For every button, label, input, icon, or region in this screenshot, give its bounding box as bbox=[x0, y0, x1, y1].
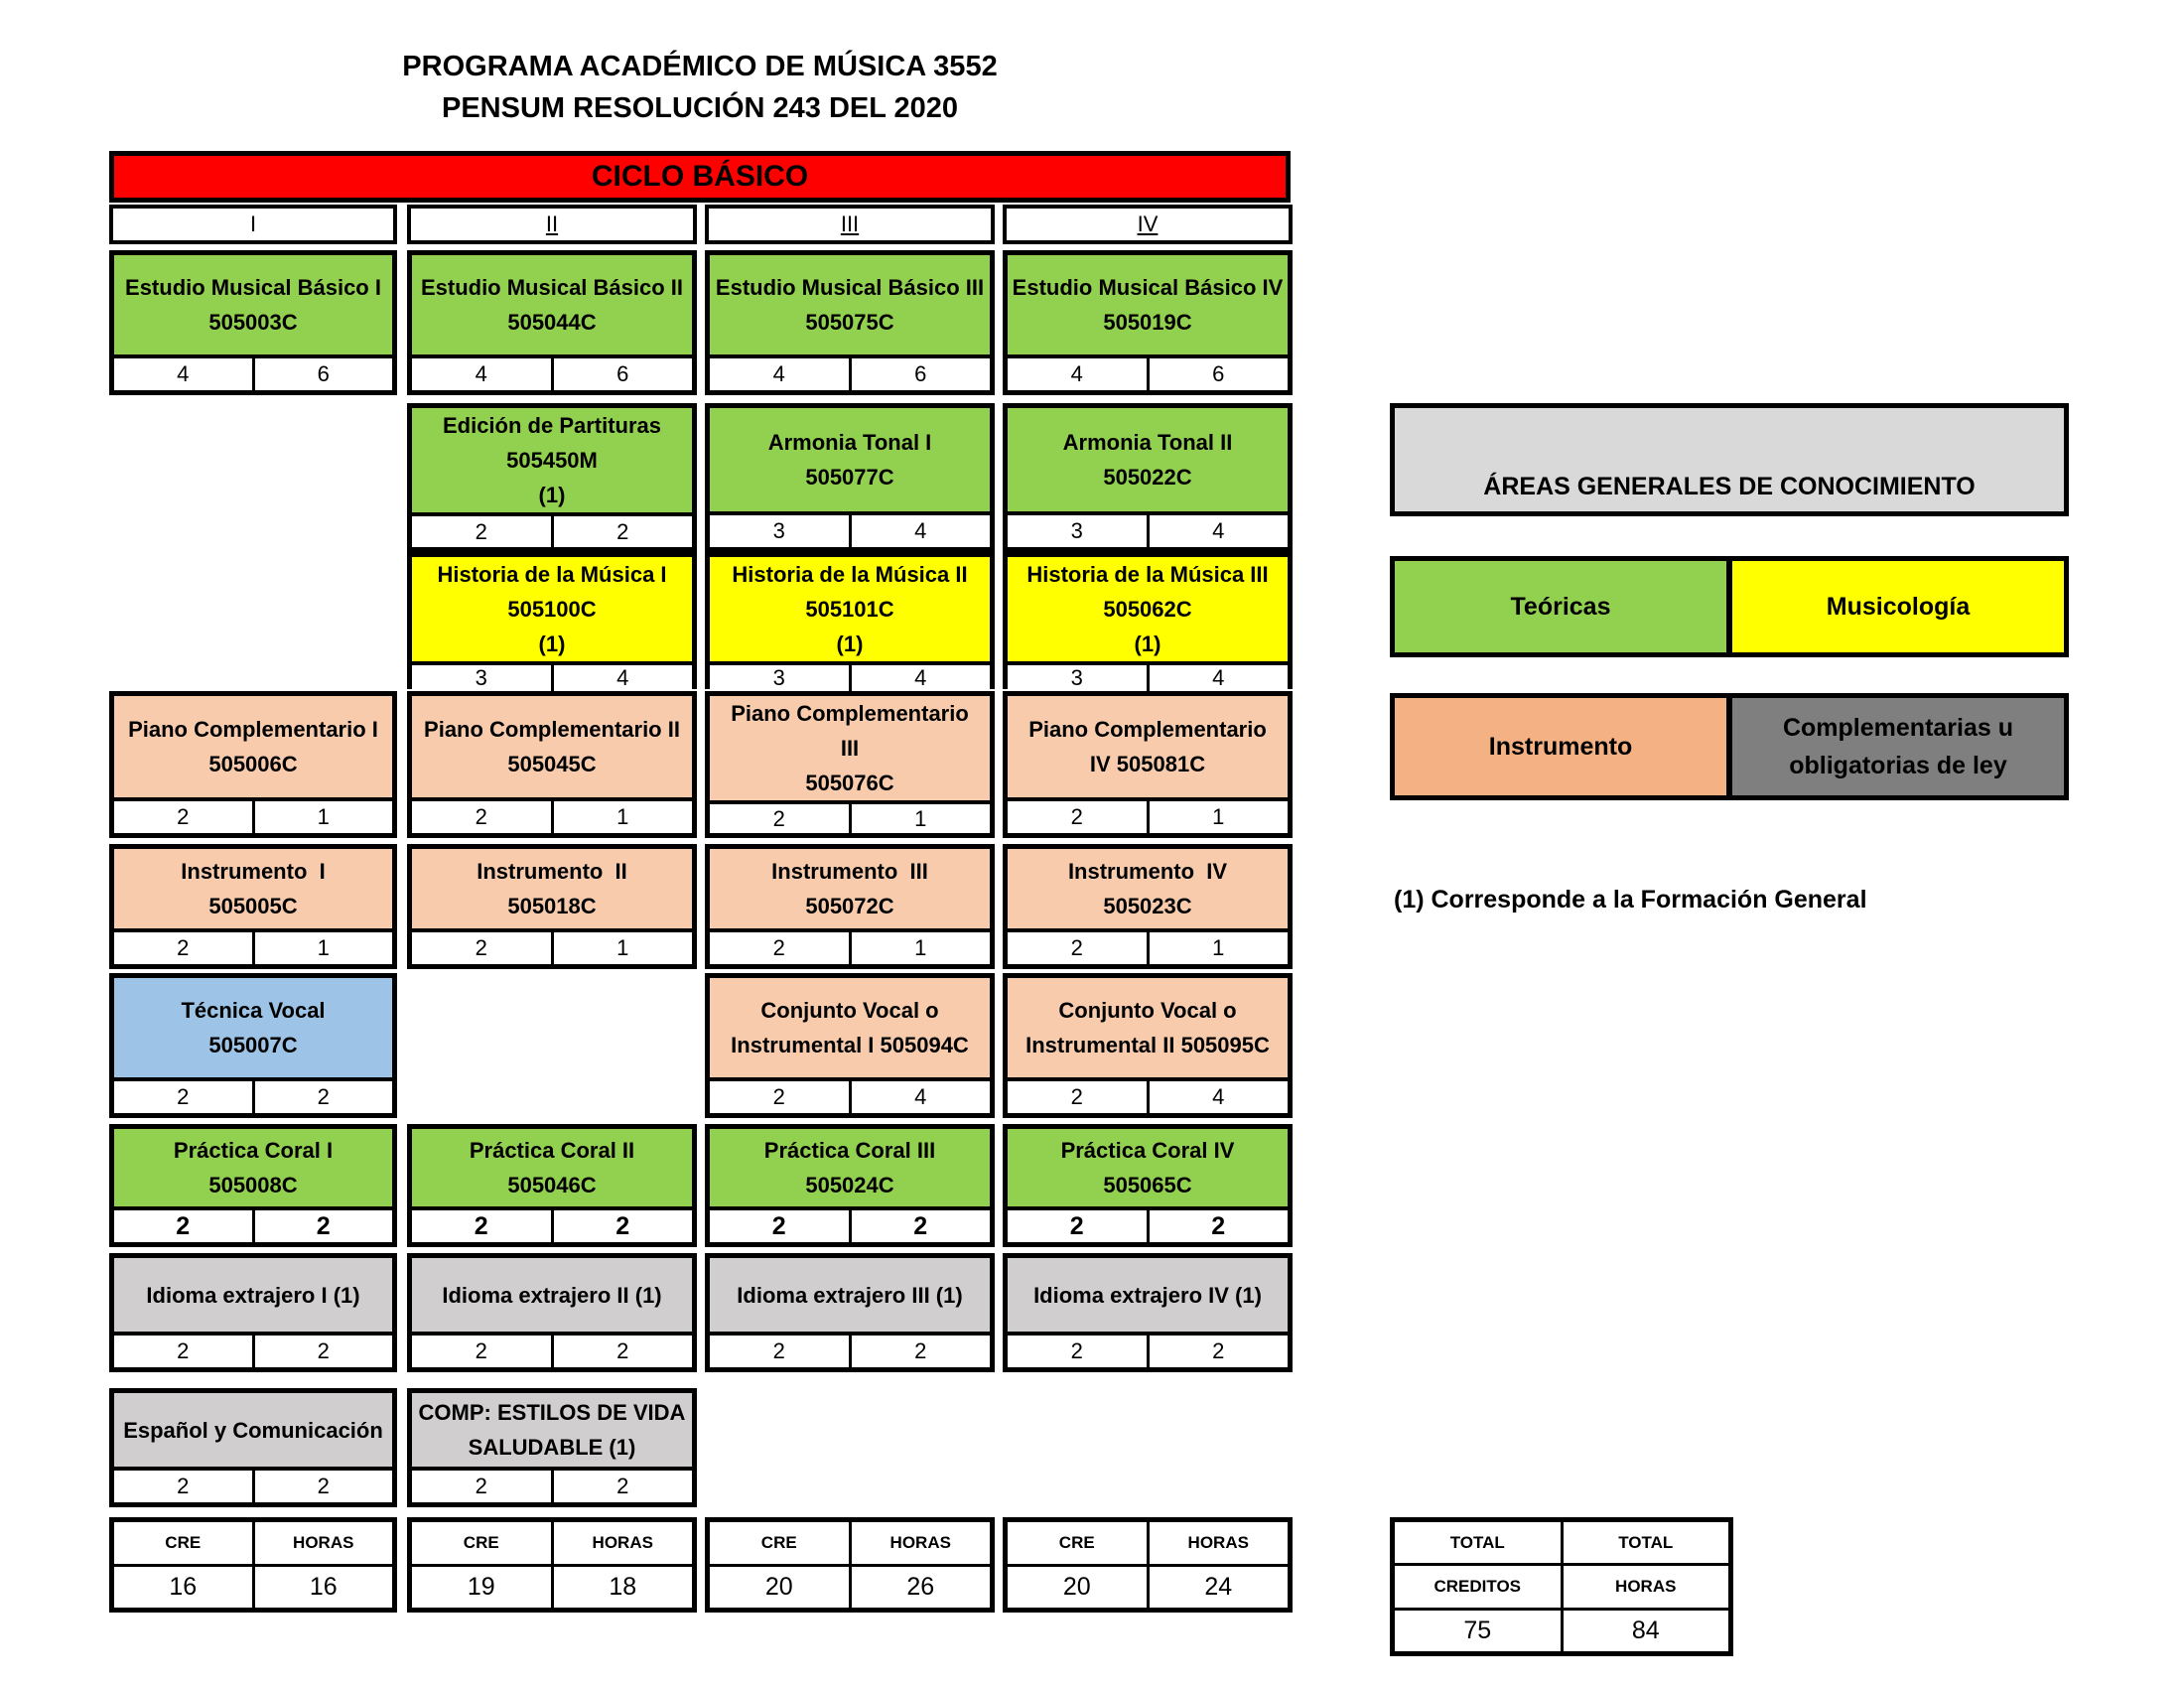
course-name: Estudio Musical Básico II bbox=[420, 275, 684, 300]
legend-musicologia: Musicología bbox=[1727, 556, 2069, 657]
course-in4[interactable] bbox=[1003, 844, 1293, 969]
hours: 1 bbox=[252, 801, 393, 833]
grand-totals bbox=[1390, 1517, 1733, 1656]
hours-value: 18 bbox=[551, 1567, 693, 1609]
course-name: Estudio Musical Básico III bbox=[715, 275, 985, 300]
credits: 4 bbox=[1070, 361, 1083, 386]
course-code: 505022C bbox=[1103, 465, 1192, 490]
credits: 2 bbox=[177, 804, 190, 829]
page-title bbox=[109, 46, 1291, 129]
hours: 2 bbox=[1147, 1210, 1289, 1242]
hours: 1 bbox=[551, 801, 693, 833]
credits: 2 bbox=[176, 1211, 191, 1240]
course-edp[interactable] bbox=[407, 403, 697, 552]
legend-instrumento: Instrumento bbox=[1390, 693, 1731, 800]
course-code: 505072C bbox=[805, 894, 894, 918]
cre-label: CRE bbox=[760, 1532, 797, 1552]
course-name: Español y Comunicación bbox=[123, 1417, 383, 1443]
credits: 3 bbox=[1070, 665, 1083, 690]
credits: 2 bbox=[177, 1338, 190, 1363]
hours: 2 bbox=[551, 1471, 693, 1502]
legend-complementarias-line2: obligatorias de ley bbox=[1789, 752, 2007, 779]
total-creditos-value: 75 bbox=[1463, 1616, 1492, 1644]
course-code: 505046C bbox=[507, 1173, 597, 1197]
hours: 2 bbox=[252, 1081, 393, 1113]
course-name: Idioma extrajero I (1) bbox=[146, 1282, 360, 1308]
credits: 2 bbox=[475, 1338, 487, 1363]
total-label: TOTAL bbox=[1561, 1522, 1729, 1563]
course-emb1[interactable] bbox=[109, 250, 397, 395]
course-code: 505007C bbox=[208, 1033, 298, 1057]
course-emb3[interactable] bbox=[705, 250, 995, 395]
hours: 2 bbox=[551, 1336, 693, 1367]
course-name: Idioma extrajero III (1) bbox=[737, 1282, 963, 1308]
hours: 2 bbox=[252, 1210, 393, 1242]
hours: 1 bbox=[1147, 932, 1289, 964]
credits: 4 bbox=[772, 361, 785, 386]
course-code: 505005C bbox=[208, 894, 298, 918]
course-name-2: Instrumental II 505095C bbox=[1025, 1033, 1270, 1057]
cre-label: CRE bbox=[1058, 1532, 1095, 1552]
course-pr4[interactable] bbox=[1003, 1124, 1293, 1247]
summary-s3 bbox=[705, 1517, 995, 1613]
course-emb2[interactable] bbox=[407, 250, 697, 395]
course-name: Idioma extrajero II (1) bbox=[442, 1282, 662, 1308]
course-esp[interactable] bbox=[109, 1388, 397, 1507]
hours: 1 bbox=[849, 932, 991, 964]
course-code: 505003C bbox=[208, 310, 298, 335]
hours: 2 bbox=[252, 1471, 393, 1502]
hours: 6 bbox=[1147, 358, 1289, 390]
course-emb4[interactable] bbox=[1003, 250, 1293, 395]
legend-title: ÁREAS GENERALES DE CONOCIMIENTO bbox=[1390, 403, 2069, 516]
course-name: Piano Complementario II bbox=[424, 717, 680, 742]
credits: 4 bbox=[475, 361, 487, 386]
course-name-2: Instrumental I 505094C bbox=[731, 1033, 969, 1057]
legend-note: (1) Corresponde a la Formación General bbox=[1394, 886, 1867, 914]
hours: 2 bbox=[551, 1210, 693, 1242]
semester-header-1: I bbox=[109, 205, 397, 244]
course-code: 505045C bbox=[507, 752, 597, 776]
course-in2[interactable] bbox=[407, 844, 697, 969]
course-evs[interactable] bbox=[407, 1388, 697, 1507]
course-name: Práctica Coral I bbox=[173, 1138, 334, 1163]
hours: 2 bbox=[849, 1336, 991, 1367]
credits: 3 bbox=[475, 665, 487, 690]
cycle-banner: CICLO BÁSICO bbox=[109, 151, 1291, 203]
course-at1[interactable] bbox=[705, 403, 995, 552]
course-name: Historia de la Música II bbox=[732, 562, 968, 587]
course-tv[interactable] bbox=[109, 973, 397, 1118]
credits: 2 bbox=[772, 805, 785, 831]
credits: 2 bbox=[772, 1084, 785, 1109]
course-note: (1) bbox=[836, 632, 864, 656]
course-name: Estudio Musical Básico IV bbox=[1012, 275, 1284, 300]
course-pr3[interactable] bbox=[705, 1124, 995, 1247]
course-code: 505077C bbox=[805, 465, 894, 490]
cre-value: 19 bbox=[467, 1572, 495, 1601]
course-code: 505008C bbox=[208, 1173, 298, 1197]
course-pr2[interactable] bbox=[407, 1124, 697, 1247]
course-name: Conjunto Vocal o bbox=[1058, 998, 1237, 1023]
credits: 2 bbox=[1070, 804, 1083, 829]
summary-s1 bbox=[109, 1517, 397, 1613]
credits: 3 bbox=[1070, 518, 1083, 543]
credits: 2 bbox=[1069, 1211, 1084, 1240]
course-name-2: SALUDABLE (1) bbox=[468, 1435, 636, 1460]
course-ie4[interactable] bbox=[1003, 1253, 1293, 1372]
course-code: 505065C bbox=[1103, 1173, 1192, 1197]
semester-header-4: IV bbox=[1003, 205, 1293, 244]
cre-label: CRE bbox=[463, 1532, 499, 1552]
hours-value: 16 bbox=[252, 1567, 393, 1609]
credits: 2 bbox=[474, 1211, 488, 1240]
total-horas-value: 84 bbox=[1561, 1611, 1729, 1651]
course-name: Historia de la Música III bbox=[1026, 562, 1269, 587]
course-code: 505450M bbox=[506, 448, 598, 473]
semester-header-3: III bbox=[705, 205, 995, 244]
hours: 4 bbox=[1147, 1081, 1289, 1113]
hours-label: HORAS bbox=[1147, 1522, 1289, 1564]
course-hm3[interactable] bbox=[1003, 552, 1293, 689]
hours: 2 bbox=[1147, 1336, 1289, 1367]
course-name: COMP: ESTILOS DE VIDA bbox=[418, 1400, 686, 1425]
credits: 3 bbox=[772, 665, 785, 690]
course-name: Armonia Tonal I bbox=[767, 430, 932, 455]
course-name: Práctica Coral II bbox=[469, 1138, 635, 1163]
hours: 4 bbox=[849, 1081, 991, 1113]
course-code: 505100C bbox=[507, 597, 597, 622]
total-label: TOTAL bbox=[1449, 1532, 1505, 1552]
hours: 4 bbox=[849, 515, 991, 547]
course-hm1[interactable] bbox=[407, 552, 697, 689]
legend-complementarias bbox=[1727, 693, 2069, 800]
course-name: Piano Complementario bbox=[1028, 717, 1267, 742]
course-ie3[interactable] bbox=[705, 1253, 995, 1372]
course-name: Armonia Tonal II bbox=[1062, 430, 1233, 455]
course-pr1[interactable] bbox=[109, 1124, 397, 1247]
course-code: 505018C bbox=[507, 894, 597, 918]
course-code: 505019C bbox=[1103, 310, 1192, 335]
cre-value: 16 bbox=[169, 1572, 198, 1601]
hours: 6 bbox=[551, 358, 693, 390]
hours: 6 bbox=[849, 358, 991, 390]
total-creditos-label: CREDITOS bbox=[1433, 1576, 1522, 1596]
course-pc1[interactable] bbox=[109, 691, 397, 838]
hours-value: 24 bbox=[1147, 1567, 1289, 1609]
course-name: Idioma extrajero IV (1) bbox=[1033, 1282, 1262, 1308]
credits: 2 bbox=[177, 1084, 190, 1109]
course-in3[interactable] bbox=[705, 844, 995, 969]
hours: 1 bbox=[849, 804, 991, 833]
total-horas-label: HORAS bbox=[1561, 1566, 1729, 1607]
cre-label: CRE bbox=[165, 1532, 202, 1552]
credits: 3 bbox=[772, 518, 785, 543]
cre-value: 20 bbox=[1062, 1572, 1091, 1601]
credits: 2 bbox=[1070, 1084, 1083, 1109]
title-line-1: PROGRAMA ACADÉMICO DE MÚSICA 3552 bbox=[402, 51, 998, 82]
credits: 2 bbox=[1070, 1338, 1083, 1363]
course-code: 505006C bbox=[208, 752, 298, 776]
course-pc4[interactable] bbox=[1003, 691, 1293, 838]
hours-label: HORAS bbox=[551, 1522, 693, 1564]
credits: 2 bbox=[772, 935, 785, 960]
course-code: 505076C bbox=[805, 771, 894, 795]
credits: 2 bbox=[475, 935, 487, 960]
course-at2[interactable] bbox=[1003, 403, 1293, 552]
semester-header-2: II bbox=[407, 205, 697, 244]
hours: 1 bbox=[252, 932, 393, 964]
course-name: Instrumento IV bbox=[1067, 859, 1228, 884]
course-name-2: III bbox=[840, 736, 860, 761]
credits: 2 bbox=[177, 935, 190, 960]
course-code: 505101C bbox=[805, 597, 894, 622]
course-code: 505075C bbox=[805, 310, 894, 335]
credits: 4 bbox=[177, 361, 190, 386]
credits: 2 bbox=[475, 804, 487, 829]
course-name: Piano Complementario bbox=[731, 701, 969, 726]
course-name: Práctica Coral IV bbox=[1060, 1138, 1235, 1163]
course-name: Piano Complementario I bbox=[128, 717, 378, 742]
cre-value: 20 bbox=[764, 1572, 793, 1601]
summary-s2 bbox=[407, 1517, 697, 1613]
hours: 4 bbox=[849, 665, 991, 691]
course-code: 505024C bbox=[805, 1173, 894, 1197]
course-code: 505023C bbox=[1103, 894, 1192, 918]
course-code: 505044C bbox=[507, 310, 597, 335]
course-note: (1) bbox=[1134, 632, 1161, 656]
hours: 2 bbox=[849, 1210, 991, 1242]
course-name: Edición de Partituras bbox=[442, 413, 662, 438]
course-ie1[interactable] bbox=[109, 1253, 397, 1372]
legend-teoricas: Teóricas bbox=[1390, 556, 1731, 657]
course-pc3[interactable] bbox=[705, 691, 995, 838]
course-name: Instrumento II bbox=[477, 859, 627, 884]
course-note: (1) bbox=[538, 483, 566, 507]
course-name: Práctica Coral III bbox=[763, 1138, 936, 1163]
course-code: 505062C bbox=[1103, 597, 1192, 622]
legend-complementarias-line1: Complementarias u bbox=[1782, 714, 2013, 742]
course-hm2[interactable] bbox=[705, 552, 995, 689]
course-name: Historia de la Música I bbox=[437, 562, 667, 587]
course-cv2[interactable] bbox=[1003, 973, 1293, 1118]
course-name: Técnica Vocal bbox=[181, 998, 326, 1023]
credits: 2 bbox=[475, 1474, 487, 1498]
hours-value: 26 bbox=[849, 1567, 991, 1609]
course-ie2[interactable] bbox=[407, 1253, 697, 1372]
hours-label: HORAS bbox=[849, 1522, 991, 1564]
hours: 4 bbox=[1147, 515, 1289, 547]
hours-label: HORAS bbox=[252, 1522, 393, 1564]
credits: 2 bbox=[1070, 935, 1083, 960]
course-name: Instrumento III bbox=[771, 859, 928, 884]
title-line-2: PENSUM RESOLUCIÓN 243 DEL 2020 bbox=[441, 92, 959, 124]
hours: 2 bbox=[551, 516, 693, 547]
hours: 2 bbox=[252, 1336, 393, 1367]
hours: 4 bbox=[1147, 665, 1289, 691]
course-in1[interactable] bbox=[109, 844, 397, 969]
credits: 2 bbox=[475, 518, 487, 544]
course-note: (1) bbox=[538, 632, 566, 656]
course-name: Estudio Musical Básico I bbox=[125, 275, 381, 300]
credits: 2 bbox=[772, 1338, 785, 1363]
course-name: Instrumento I bbox=[181, 859, 326, 884]
course-cv1[interactable] bbox=[705, 973, 995, 1118]
hours: 1 bbox=[1147, 801, 1289, 833]
credits: 2 bbox=[771, 1211, 786, 1240]
hours: 1 bbox=[551, 932, 693, 964]
course-name: Conjunto Vocal o bbox=[760, 998, 939, 1023]
summary-s4 bbox=[1003, 1517, 1293, 1613]
course-name-2: IV 505081C bbox=[1089, 752, 1206, 776]
credits: 2 bbox=[177, 1474, 190, 1498]
course-pc2[interactable] bbox=[407, 691, 697, 838]
hours: 4 bbox=[551, 665, 693, 691]
hours: 6 bbox=[252, 358, 393, 390]
